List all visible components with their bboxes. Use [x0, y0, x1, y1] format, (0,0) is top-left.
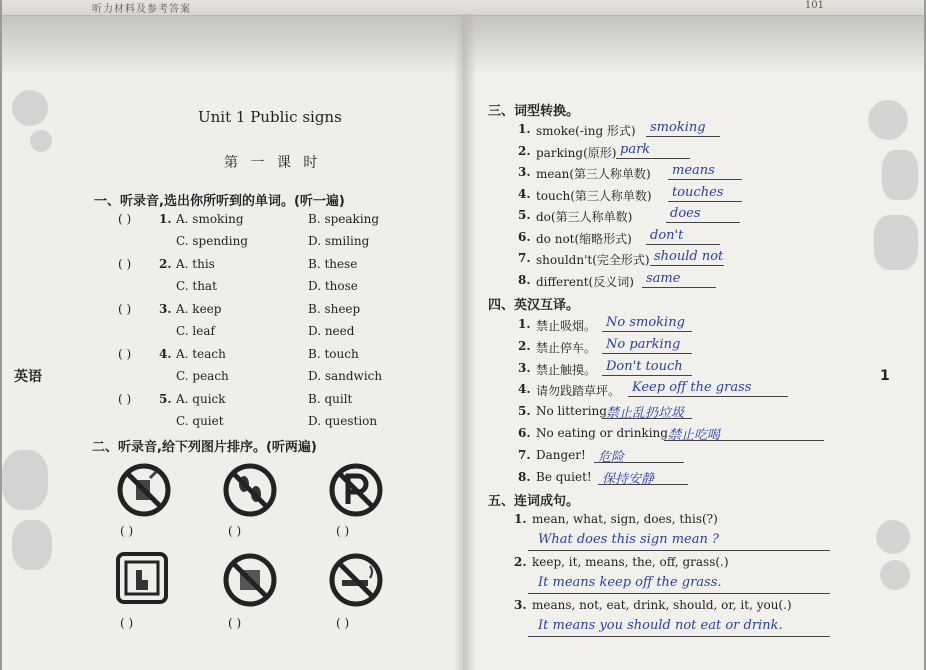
handwritten-answer[interactable]: should not — [654, 249, 724, 264]
question-text: smoke(-ing 形式) — [536, 124, 636, 138]
cartoon-face-icon — [876, 520, 910, 554]
section1-heading: 一、听录音,选出你所听到的单词。(听一遍) — [94, 194, 345, 209]
question-text: different(反义词) — [536, 274, 634, 289]
option-b[interactable]: B. sheep — [308, 302, 361, 316]
option-d[interactable]: D. question — [308, 414, 378, 428]
question-number: 2. — [159, 257, 172, 271]
sign-answer-paren[interactable]: ( ) — [228, 616, 242, 630]
answer-line — [668, 201, 742, 202]
no-eating-icon — [222, 552, 278, 608]
option-c[interactable]: C. quiet — [176, 414, 224, 428]
question-number: 1. — [159, 212, 172, 226]
answer-line — [646, 136, 720, 137]
question-text: No eating or drinking. — [536, 426, 672, 440]
cartoon-letter-icon — [874, 215, 918, 270]
question-number: 6. — [518, 229, 531, 244]
option-d[interactable]: D. sandwich — [308, 369, 383, 383]
question-number: 1. — [518, 122, 531, 136]
handwritten-answer[interactable]: same — [646, 270, 681, 286]
handwritten-answer[interactable]: park — [620, 141, 651, 157]
cartoon-bead-icon — [30, 130, 52, 152]
page-side-number: 1 — [880, 368, 890, 384]
sign-answer-paren[interactable]: ( ) — [336, 616, 350, 630]
cartoon-letter-icon — [12, 520, 52, 570]
question-text: 禁止停车。 — [536, 340, 597, 355]
lesson-title: 第 一 课 时 — [224, 155, 322, 171]
answer-line — [666, 222, 740, 223]
cartoon-letter-icon — [2, 450, 48, 510]
answer-line — [628, 396, 788, 397]
question-text: parking(原形) — [536, 145, 617, 160]
option-d[interactable]: D. smiling — [308, 234, 370, 248]
question-number: 1. — [514, 512, 527, 526]
answer-line — [528, 636, 830, 637]
question-text: 禁止触摸。 — [536, 362, 597, 377]
answer-line — [668, 179, 742, 180]
handwritten-answer[interactable]: 禁止乱扔垃圾 — [606, 406, 685, 422]
answer-line — [616, 158, 690, 159]
section4-heading: 四、英汉互译。 — [488, 298, 580, 313]
option-a[interactable]: A. quick — [176, 392, 226, 406]
question-text: keep, it, means, the, off, grass(.) — [532, 555, 729, 569]
question-number: 3. — [159, 302, 172, 316]
question-text: Danger! — [536, 447, 586, 462]
question-number: 4. — [159, 347, 172, 361]
question-text: 禁止吸烟。 — [536, 319, 597, 333]
handwritten-answer[interactable]: means — [672, 163, 715, 178]
handwritten-answer[interactable]: touches — [672, 184, 724, 200]
question-text: do(第三人称单数) — [536, 210, 633, 224]
question-number: 7. — [518, 251, 531, 265]
handwritten-answer[interactable]: It means you should not eat or drink. — [538, 618, 783, 633]
option-a[interactable]: A. keep — [176, 302, 222, 316]
option-a[interactable]: A. teach — [176, 347, 226, 361]
option-c[interactable]: C. leaf — [176, 324, 215, 338]
handwritten-answer[interactable]: does — [670, 206, 701, 221]
sign-answer-paren[interactable]: ( ) — [120, 616, 134, 630]
question-number: 7. — [518, 447, 531, 462]
answer-line — [602, 353, 692, 354]
question-number: 2. — [514, 555, 527, 569]
question-text: touch(第三人称单数) — [536, 188, 652, 203]
answer-line — [528, 550, 830, 551]
cartoon-letter-icon — [868, 100, 908, 140]
handwritten-answer[interactable]: 禁止吃喝 — [668, 428, 721, 443]
unit-title: Unit 1 Public signs — [198, 108, 342, 126]
handwritten-answer[interactable]: No smoking — [606, 315, 685, 330]
cartoon-face-icon — [12, 90, 48, 126]
answer-paren[interactable]: ( ) — [118, 257, 132, 271]
sign-answer-paren[interactable]: ( ) — [336, 524, 350, 538]
question-number: 5. — [518, 208, 531, 222]
answer-line — [642, 287, 716, 288]
option-c[interactable]: C. spending — [176, 234, 248, 248]
question-number: 8. — [518, 469, 531, 484]
sign-answer-paren[interactable]: ( ) — [120, 524, 134, 538]
question-number: 3. — [514, 598, 527, 612]
no-touching-icon — [114, 550, 170, 606]
question-number: 3. — [518, 165, 531, 179]
question-text: shouldn't(完全形式) — [536, 253, 650, 267]
question-number: 4. — [518, 382, 531, 397]
sign-answer-paren[interactable]: ( ) — [228, 524, 242, 538]
question-number: 3. — [518, 360, 531, 375]
option-b[interactable]: B. these — [308, 257, 358, 271]
question-text: mean(第三人称单数) — [536, 167, 651, 181]
question-text: do not(缩略形式) — [536, 231, 632, 246]
option-b[interactable]: B. quilt — [308, 392, 353, 406]
question-text: means, not, eat, drink, should, or, it, you(.) — [532, 598, 792, 612]
page-number: 101 — [804, 0, 824, 11]
handwritten-answer[interactable]: don't — [650, 227, 684, 243]
option-c[interactable]: C. that — [176, 279, 217, 293]
cartoon-letter-icon — [882, 150, 918, 200]
question-text: Be quiet! — [536, 469, 592, 484]
handwritten-answer[interactable]: 保持安静 — [602, 471, 655, 487]
question-number: 5. — [518, 404, 531, 419]
answer-line — [646, 244, 720, 245]
question-number: 1. — [518, 317, 531, 331]
option-b[interactable]: B. touch — [308, 347, 359, 361]
section3-heading: 三、词型转换。 — [488, 104, 580, 119]
running-title: 听力材料及参考答案 — [92, 4, 191, 15]
answer-line — [602, 331, 692, 332]
answer-paren[interactable]: ( ) — [118, 212, 132, 226]
handwritten-answer[interactable]: No parking — [606, 336, 681, 352]
subject-label: 英语 — [14, 369, 42, 385]
handwritten-answer[interactable]: Keep off the grass — [632, 380, 752, 396]
option-a[interactable]: A. this — [176, 257, 215, 271]
handwritten-answer[interactable]: smoking — [650, 120, 706, 135]
answer-paren[interactable]: ( ) — [118, 392, 132, 406]
no-litter-icon — [116, 462, 172, 518]
cartoon-bead-icon — [880, 560, 910, 590]
option-c[interactable]: C. peach — [176, 369, 229, 383]
question-number: 4. — [518, 186, 531, 201]
question-number: 5. — [159, 392, 172, 406]
option-b[interactable]: B. speaking — [308, 212, 380, 226]
no-smoking-icon — [328, 552, 384, 608]
option-a[interactable]: A. smoking — [176, 212, 244, 226]
option-d[interactable]: D. need — [308, 324, 355, 338]
no-walking-icon — [222, 462, 278, 518]
question-text: 请勿践踏草坪。 — [536, 384, 621, 399]
no-parking-icon — [328, 462, 384, 518]
answer-line — [602, 375, 692, 376]
question-number: 8. — [518, 272, 531, 287]
question-number: 2. — [518, 338, 531, 353]
answer-paren[interactable]: ( ) — [118, 302, 132, 316]
question-number: 2. — [518, 143, 531, 158]
question-number: 6. — [518, 426, 531, 440]
answer-paren[interactable]: ( ) — [118, 347, 132, 361]
book-fold — [454, 14, 476, 670]
answer-line — [650, 265, 724, 266]
handwritten-answer[interactable]: Don't touch — [606, 358, 683, 374]
handwritten-answer[interactable]: It means keep off the grass. — [538, 575, 722, 590]
handwritten-answer[interactable]: What does this sign mean ? — [538, 532, 719, 547]
question-text: No littering. — [536, 404, 611, 419]
answer-line — [528, 593, 830, 594]
handwritten-answer[interactable]: 危险 — [598, 449, 625, 465]
textbook-spread — [2, 0, 924, 670]
question-text: mean, what, sign, does, this(?) — [532, 512, 718, 526]
option-d[interactable]: D. those — [308, 279, 358, 293]
section5-heading: 五、连词成句。 — [488, 494, 580, 509]
section2-heading: 二、听录音,给下列图片排序。(听两遍) — [92, 440, 317, 455]
